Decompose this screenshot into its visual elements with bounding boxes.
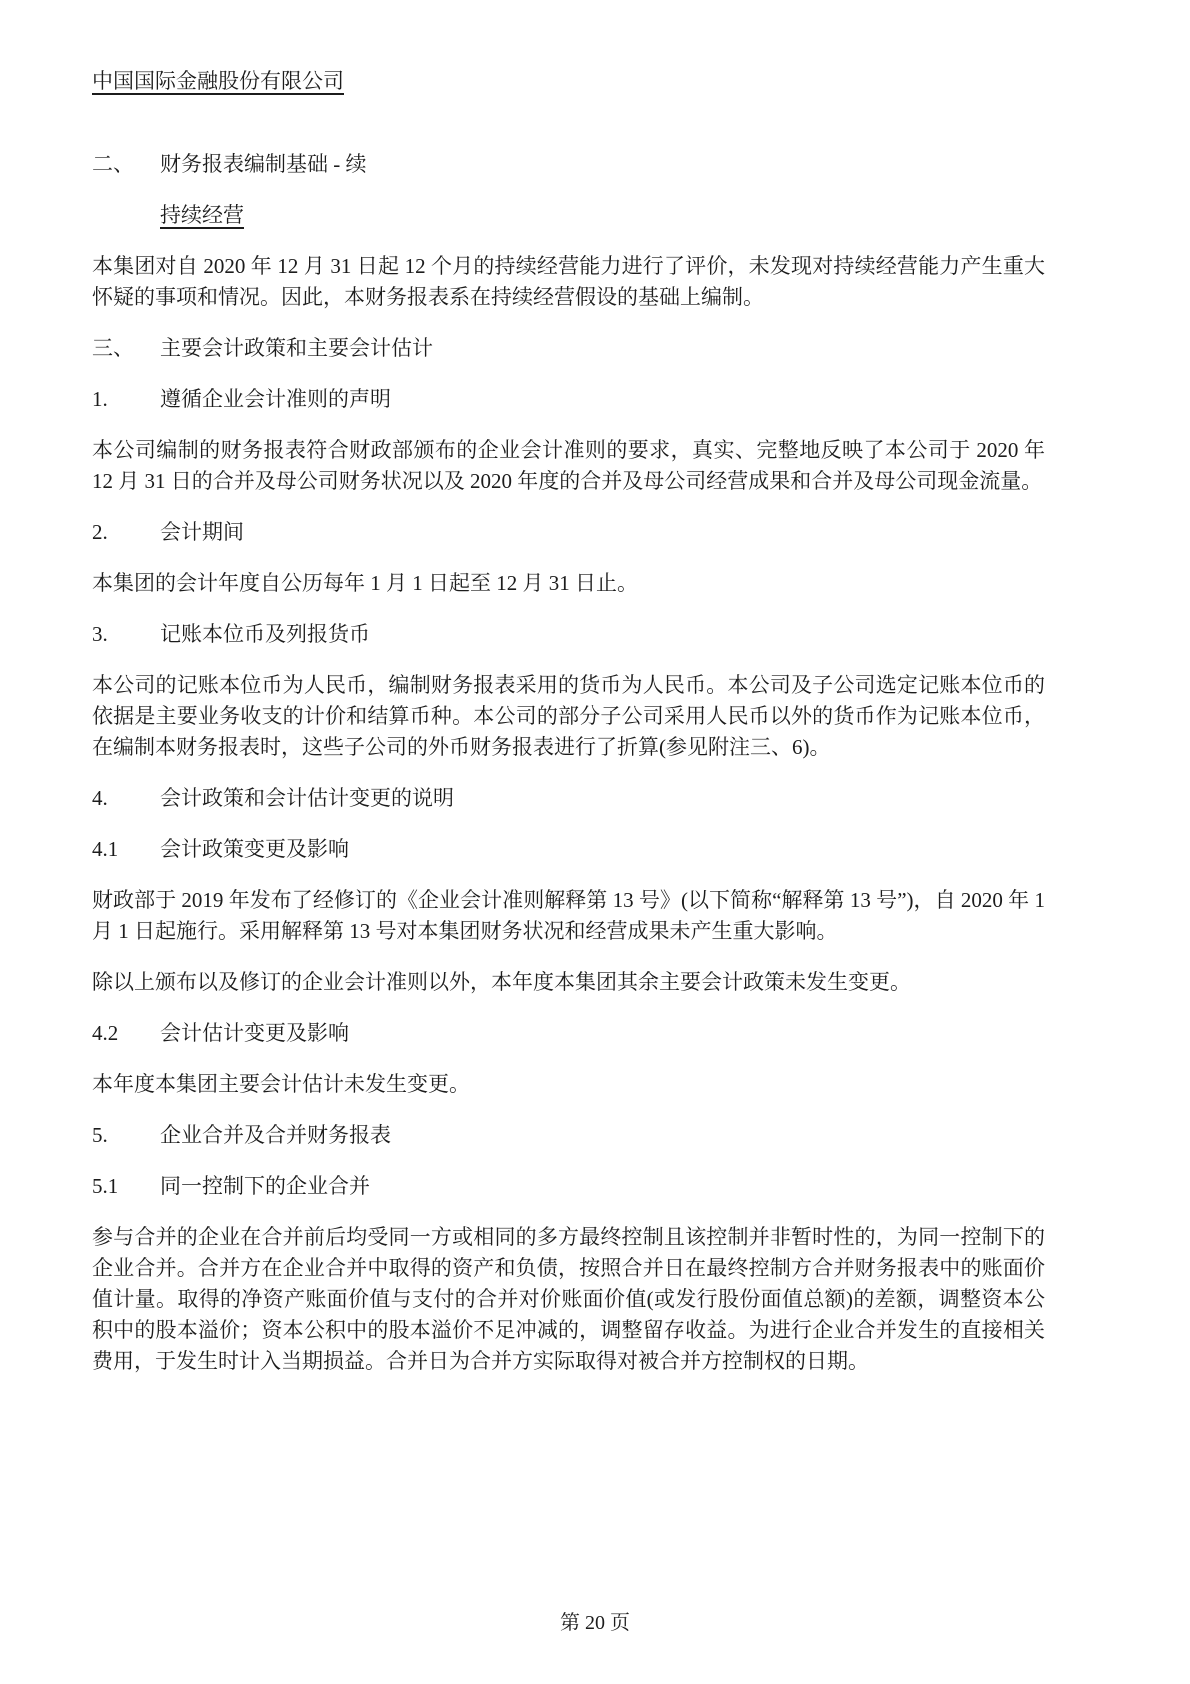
numbered-heading-3 <box>92 619 1045 650</box>
document-content <box>92 66 1045 1397</box>
subheading-going-concern: 持续经营 <box>160 203 244 227</box>
section-title: 财务报表编制基础 - 续 <box>160 152 367 176</box>
item-title: 会计期间 <box>160 520 244 544</box>
item-title: 企业合并及合并财务报表 <box>160 1123 391 1147</box>
item-number: 3. <box>92 622 108 646</box>
paragraph-common-control-merger: 参与合并的企业在合并前后均受同一方或相同的多方最终控制且该控制并非暂时性的，为同一控制下的企业合并。合并方在企业合并中取得的资产和负债，按照合并日在最终控制方合并财务报表中的账面价值计量。取得的净资产账面价值与支付的合并对价账面价值(或发行股份面值总额)的差额，调整资本公积中的股本溢价；资本公积中的股本溢价不足冲减的，调整留存收益。为进行企业合并发生的直接相关费用，于发生时计入当期损益。合并日为合并方实际取得对被合并方控制权的日期。 <box>92 1225 1045 1373</box>
item-title: 同一控制下的企业合并 <box>160 1174 370 1198</box>
item-number: 4.1 <box>92 837 119 861</box>
company-title: 中国国际金融股份有限公司 <box>92 69 344 93</box>
paragraph-estimate-no-change: 本年度本集团主要会计估计未发生变更。 <box>92 1072 470 1096</box>
item-title: 遵循企业会计准则的声明 <box>160 387 391 411</box>
numbered-heading-1 <box>92 384 1045 415</box>
numbered-heading-5-1 <box>92 1171 1045 1202</box>
section-number: 二、 <box>92 152 134 176</box>
section-heading-2 <box>92 149 1045 180</box>
paragraph-compliance-statement: 本公司编制的财务报表符合财政部颁布的企业会计准则的要求，真实、完整地反映了本公司于 2020 年 12 月 31 日的合并及母公司财务状况以及 2020 年度的合并及母公司经营成果和合并及母公司现金流量。 <box>92 438 1045 493</box>
numbered-heading-4 <box>92 783 1045 814</box>
paragraph-policy-change: 财政部于 2019 年发布了经修订的《企业会计准则解释第 13 号》(以下简称“解释第 13 号”)，自 2020 年 1 月 1 日起施行。采用解释第 13 号对本集团财务状况和经营成果未产生重大影响。 <box>92 888 1045 943</box>
section-number: 三、 <box>92 336 134 360</box>
item-number: 5. <box>92 1123 108 1147</box>
numbered-heading-4-2 <box>92 1018 1045 1049</box>
item-title: 会计政策和会计估计变更的说明 <box>160 786 454 810</box>
item-number: 1. <box>92 387 108 411</box>
numbered-heading-4-1 <box>92 834 1045 865</box>
paragraph-functional-currency: 本公司的记账本位币为人民币，编制财务报表采用的货币为人民币。本公司及子公司选定记账本位币的依据是主要业务收支的计价和结算币种。本公司的部分子公司采用人民币以外的货币作为记账本位币，在编制本财务报表时，这些子公司的外币财务报表进行了折算(参见附注三、6)。 <box>92 673 1045 759</box>
item-title: 记账本位币及列报货币 <box>160 622 370 646</box>
item-number: 5.1 <box>92 1174 119 1198</box>
item-number: 4.2 <box>92 1021 119 1045</box>
item-title: 会计估计变更及影响 <box>160 1021 349 1045</box>
section-title: 主要会计政策和主要会计估计 <box>160 336 433 360</box>
item-title: 会计政策变更及影响 <box>160 837 349 861</box>
numbered-heading-5 <box>92 1120 1045 1151</box>
paragraph-accounting-period: 本集团的会计年度自公历每年 1 月 1 日起至 12 月 31 日止。 <box>92 571 638 595</box>
section-heading-3 <box>92 333 1045 364</box>
item-number: 2. <box>92 520 108 544</box>
paragraph-going-concern: 本集团对自 2020 年 12 月 31 日起 12 个月的持续经营能力进行了评价，未发现对持续经营能力产生重大怀疑的事项和情况。因此，本财务报表系在持续经营假设的基础上编制。 <box>92 254 1045 309</box>
numbered-heading-2 <box>92 517 1045 548</box>
item-number: 4. <box>92 786 108 810</box>
paragraph-policy-no-other-change: 除以上颁布以及修订的企业会计准则以外，本年度本集团其余主要会计政策未发生变更。 <box>92 970 911 994</box>
page-number: 第 20 页 <box>560 1612 630 1634</box>
